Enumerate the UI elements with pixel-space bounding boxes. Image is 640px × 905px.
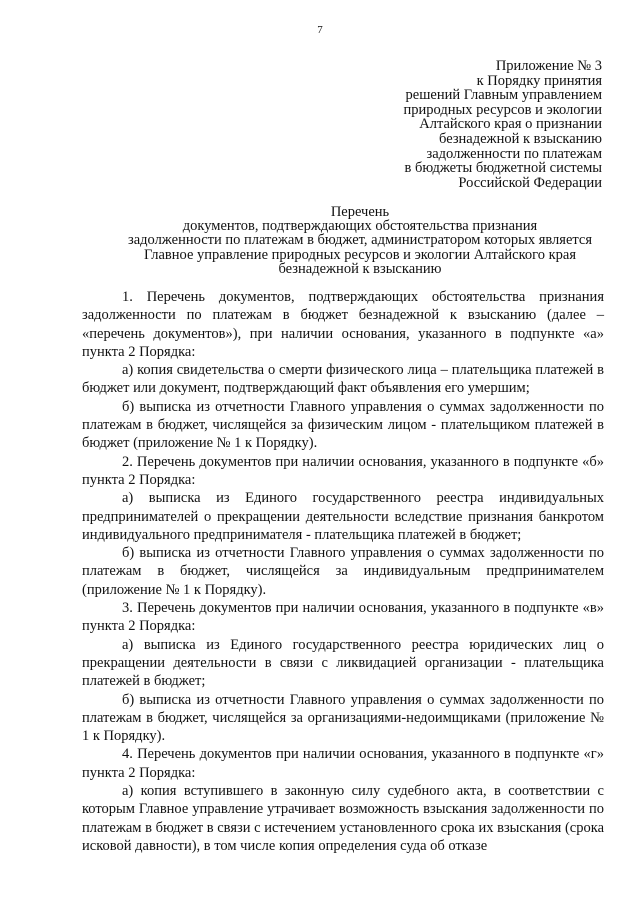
appendix-line: природных ресурсов и экологии	[403, 101, 602, 118]
title-line: безнадежной к взысканию	[278, 260, 442, 277]
title-line: Главное управление природных ресурсов и экологии Алтайского края	[143, 246, 577, 263]
paragraph-4a: а) копия вступившего в законную силу судебного акта, в соответствии с которым Главное управление утрачивает возможность взыскания задолженности по платежам в бюджет в связи с истечением установленного срока их взыскания (срока исковой давности), в том числе копия определения суда об отказе	[82, 783, 604, 854]
appendix-line: Алтайского края о признании	[419, 116, 602, 133]
title-line: документов, подтверждающих обстоятельства признания	[182, 218, 538, 235]
title-line: задолженности по платежам в бюджет, администратором которых является	[127, 232, 593, 249]
paragraph-1a: а) копия свидетельства о смерти физического лица – плательщика платежей в бюджет или документ, подтверждающий факт объявления его умершим;	[82, 362, 604, 397]
page-number: 7	[317, 24, 323, 36]
paragraph-2a: а) выписка из Единого государственного реестра индивидуальных предпринимателей о прекращении деятельности вследствие признания банкротом индивидуального предпринимателя - плательщика платежей в бюджет;	[82, 490, 604, 543]
paragraph-3: 3. Перечень документов при наличии основания, указанного в подпункте «в» пункта 2 Порядка:	[82, 600, 604, 635]
document-body	[82, 288, 604, 855]
appendix-line: Приложение № 3	[495, 58, 602, 74]
appendix-line: задолженности по платежам	[426, 145, 602, 162]
paragraph-2: 2. Перечень документов при наличии основания, указанного в подпункте «б» пункта 2 Порядка:	[82, 453, 604, 488]
paragraph-1: 1. Перечень документов, подтверждающих обстоятельства признания задолженности по платежам в бюджет безнадежной к взысканию (далее – «перечень документов»), при наличии основания, указанного в подпункте «а» пункта 2 Порядка:	[82, 289, 604, 360]
paragraph-3b: б) выписка из отчетности Главного управления о суммах задолженности по платежам в бюджет, числящейся за организациями-недоимщиками (приложение № 1 к Порядку).	[82, 691, 604, 745]
appendix-line: в бюджеты бюджетной системы	[404, 160, 602, 177]
document-title	[60, 205, 640, 276]
paragraph-2b: б) выписка из отчетности Главного управления о суммах задолженности по платежам в бюджет, числящейся за индивидуальным предпринимателем (приложение № 1 к Порядку).	[82, 545, 604, 598]
appendix-line: безнадежной к взысканию	[439, 130, 602, 147]
title-line: Перечень	[330, 204, 390, 220]
appendix-line: к Порядку принятия	[476, 72, 602, 89]
appendix-header	[342, 59, 602, 190]
appendix-line: решений Главным управлением	[405, 87, 602, 104]
appendix-line: Российской Федерации	[458, 174, 602, 191]
paragraph-3a: а) выписка из Единого государственного реестра юридических лиц о прекращении деятельности в связи с ликвидацией организации - плательщика платежей в бюджет;	[82, 636, 604, 690]
paragraph-4: 4. Перечень документов при наличии основания, указанного в подпункте «г» пункта 2 Порядка:	[82, 746, 604, 781]
paragraph-1b: б) выписка из отчетности Главного управления о суммах задолженности по платежам в бюджет, числящейся за физическим лицом - плательщиком платежей в бюджет (приложение № 1 к Порядку).	[82, 398, 604, 452]
